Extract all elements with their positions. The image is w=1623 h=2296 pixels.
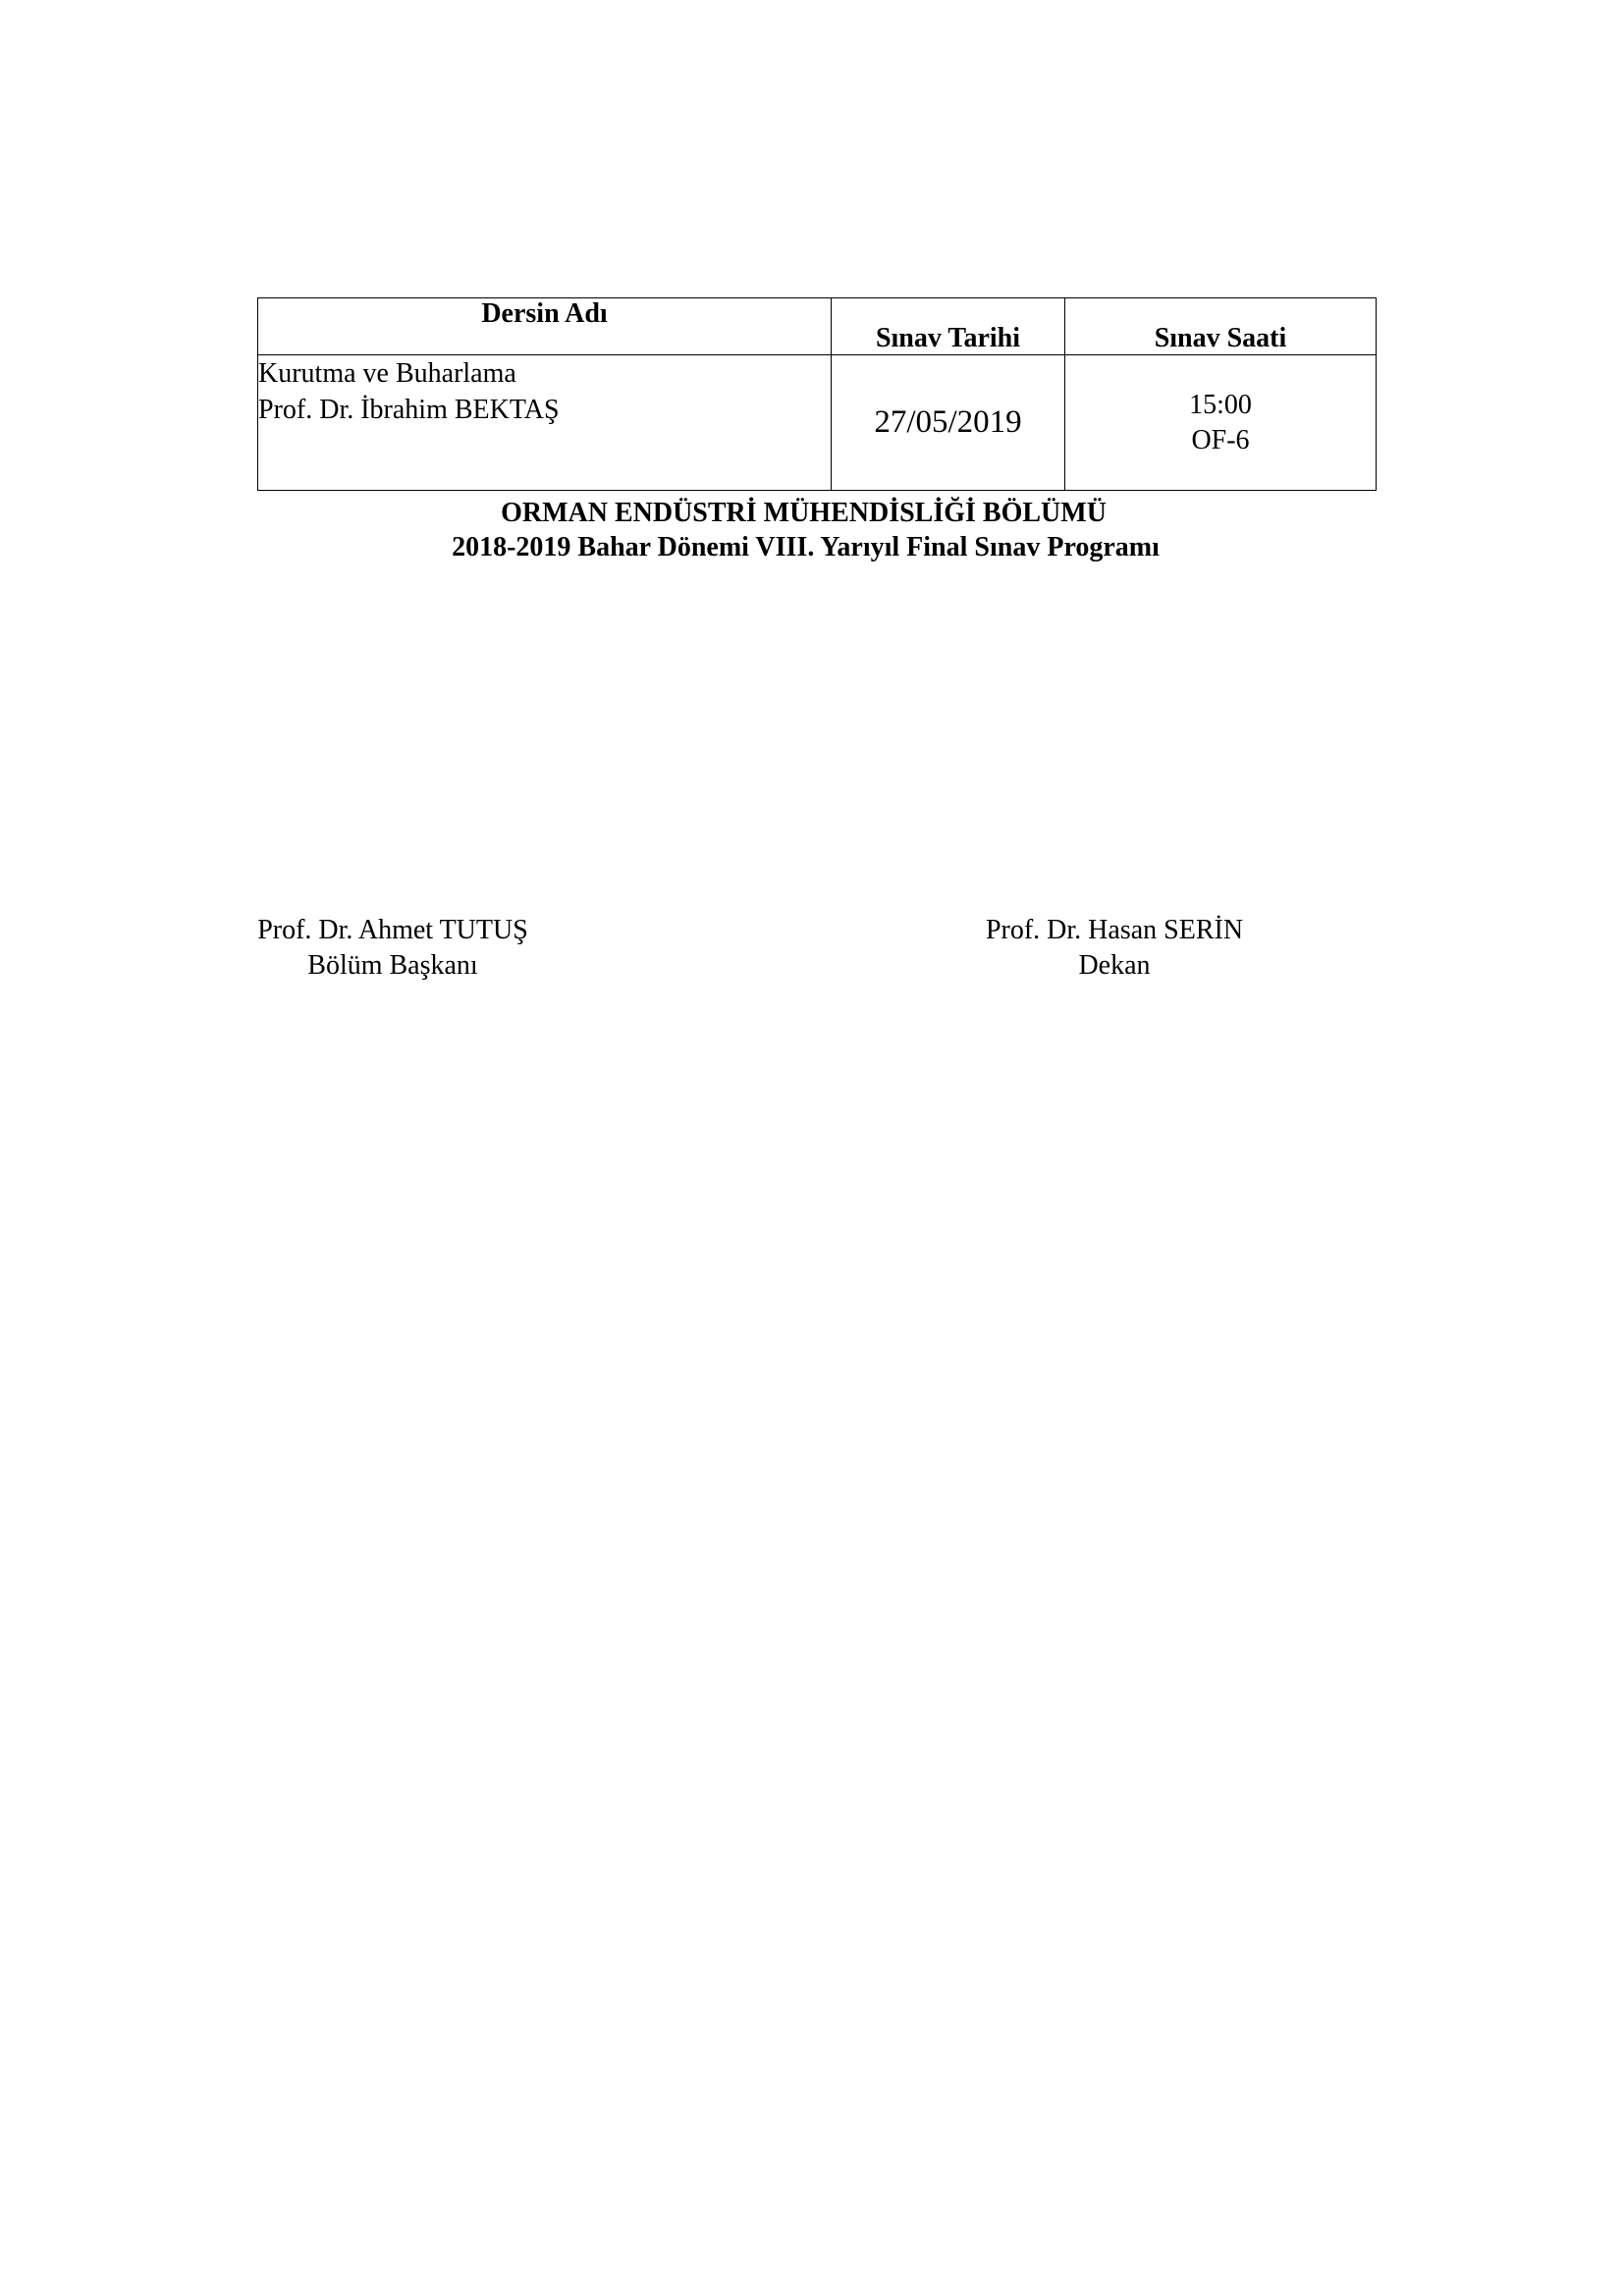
program-title: 2018-2019 Bahar Dönemi VIII. Yarıyıl Final Sınav Programı bbox=[452, 532, 1160, 562]
signature-title: Dekan bbox=[1078, 950, 1151, 981]
signature-title: Bölüm Başkanı bbox=[307, 950, 478, 981]
signature-name: Prof. Dr. Ahmet TUTUŞ bbox=[257, 915, 528, 945]
course-cell bbox=[258, 355, 832, 491]
table-header-row bbox=[258, 298, 1377, 355]
table-row bbox=[258, 355, 1377, 491]
time-cell bbox=[1065, 355, 1377, 491]
header-time: Sınav Saati bbox=[1065, 298, 1377, 355]
department-title: ORMAN ENDÜSTRİ MÜHENDİSLİĞİ BÖLÜMÜ bbox=[501, 498, 1107, 528]
exam-date: 27/05/2019 bbox=[832, 355, 1065, 491]
header-course: Dersin Adı bbox=[258, 298, 832, 355]
exam-schedule-table bbox=[257, 297, 1377, 491]
course-instructor: Prof. Dr. İbrahim BEKTAŞ bbox=[258, 395, 560, 425]
header-date: Sınav Tarihi bbox=[832, 298, 1065, 355]
course-name: Kurutma ve Buharlama bbox=[258, 358, 516, 389]
signature-department-head bbox=[226, 913, 560, 984]
signature-dean bbox=[947, 913, 1281, 984]
signature-name: Prof. Dr. Hasan SERİN bbox=[985, 915, 1244, 945]
exam-room: OF-6 bbox=[1191, 424, 1250, 455]
exam-time: 15:00 bbox=[1189, 389, 1252, 420]
